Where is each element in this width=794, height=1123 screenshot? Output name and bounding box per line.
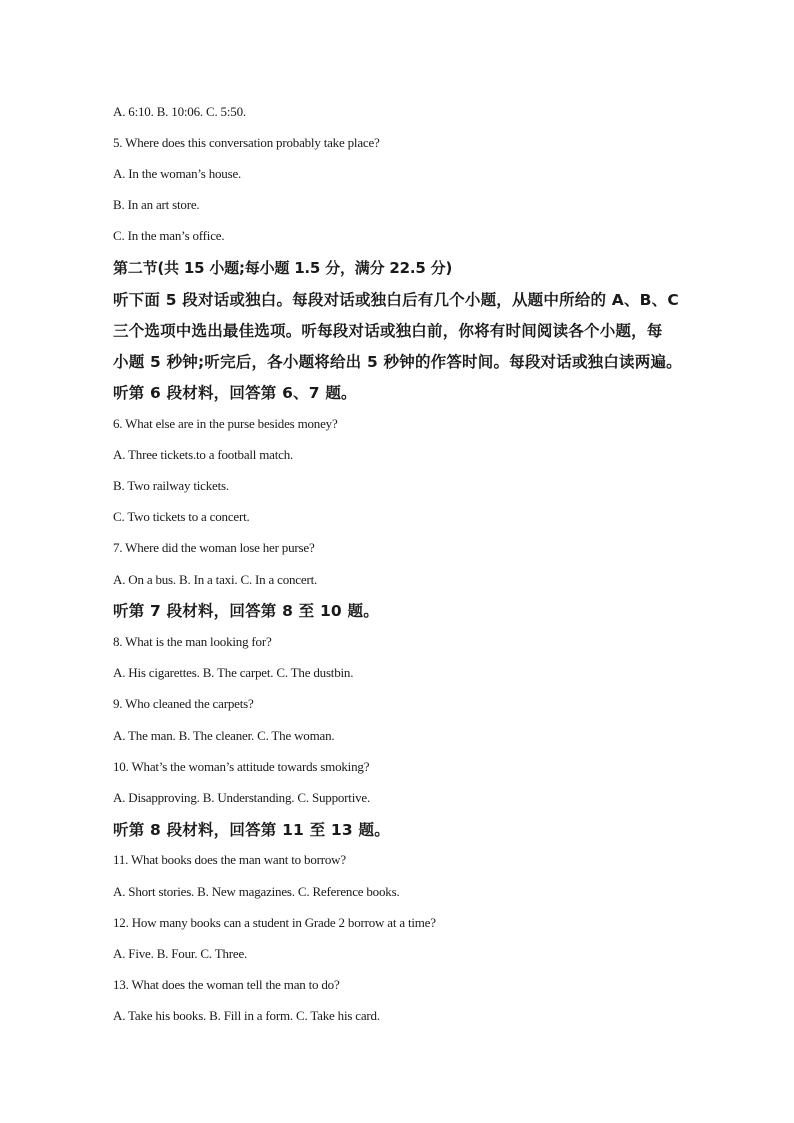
q6-option-a: A. Three tickets.to a football match. <box>113 447 294 462</box>
instructions-line-2: 三个选项中选出最佳选项。听每段对话或独白前，你将有时间阅读各个小题，每 <box>113 322 663 340</box>
q6-option-c: C. Two tickets to a concert. <box>113 509 250 524</box>
q13-question: 13. What does the woman tell the man to do? <box>113 977 340 992</box>
q4-options: A. 6:10. B. 10:06. C. 5:50. <box>113 104 246 119</box>
q8-options: A. His cigarettes. B. The carpet. C. The dustbin. <box>113 665 354 680</box>
passage-8-heading: 听第 8 段材料，回答第 11 至 13 题。 <box>113 821 390 839</box>
q5-option-c: C. In the man’s office. <box>113 228 225 243</box>
q6-question: 6. What else are in the purse besides money? <box>113 416 338 431</box>
instructions-line-3: 小题 5 秒钟;听完后，各小题将给出 5 秒钟的作答时间。每段对话或独白读两遍。 <box>113 353 682 371</box>
q13-options: A. Take his books. B. Fill in a form. C. Take his card. <box>113 1008 380 1023</box>
q7-question: 7. Where did the woman lose her purse? <box>113 540 315 555</box>
q7-options: A. On a bus. B. In a taxi. C. In a concert. <box>113 572 318 587</box>
q5-option-b: B. In an art store. <box>113 197 200 212</box>
passage-6-heading: 听第 6 段材料，回答第 6、7 题。 <box>113 384 357 402</box>
q12-question: 12. How many books can a student in Grade 2 borrow at a time? <box>113 915 436 930</box>
q10-question: 10. What’s the woman’s attitude towards smoking? <box>113 759 370 774</box>
instructions-line-1: 听下面 5 段对话或独白。每段对话或独白后有几个小题，从题中所给的 A、B、C <box>113 291 679 309</box>
q12-options: A. Five. B. Four. C. Three. <box>113 946 248 961</box>
q5-question: 5. Where does this conversation probably take place? <box>113 135 380 150</box>
passage-7-heading: 听第 7 段材料，回答第 8 至 10 题。 <box>113 602 379 620</box>
q8-question: 8. What is the man looking for? <box>113 634 272 649</box>
q6-option-b: B. Two railway tickets. <box>113 478 229 493</box>
section-heading: 第二节(共 15 小题;每小题 1.5 分，满分 22.5 分) <box>113 259 453 277</box>
q11-question: 11. What books does the man want to borrow? <box>113 852 346 867</box>
q10-options: A. Disapproving. B. Understanding. C. Supportive. <box>113 790 371 805</box>
q9-question: 9. Who cleaned the carpets? <box>113 696 254 711</box>
q5-option-a: A. In the woman’s house. <box>113 166 242 181</box>
q9-options: A. The man. B. The cleaner. C. The woman. <box>113 728 335 743</box>
q11-options: A. Short stories. B. New magazines. C. Reference books. <box>113 884 400 899</box>
